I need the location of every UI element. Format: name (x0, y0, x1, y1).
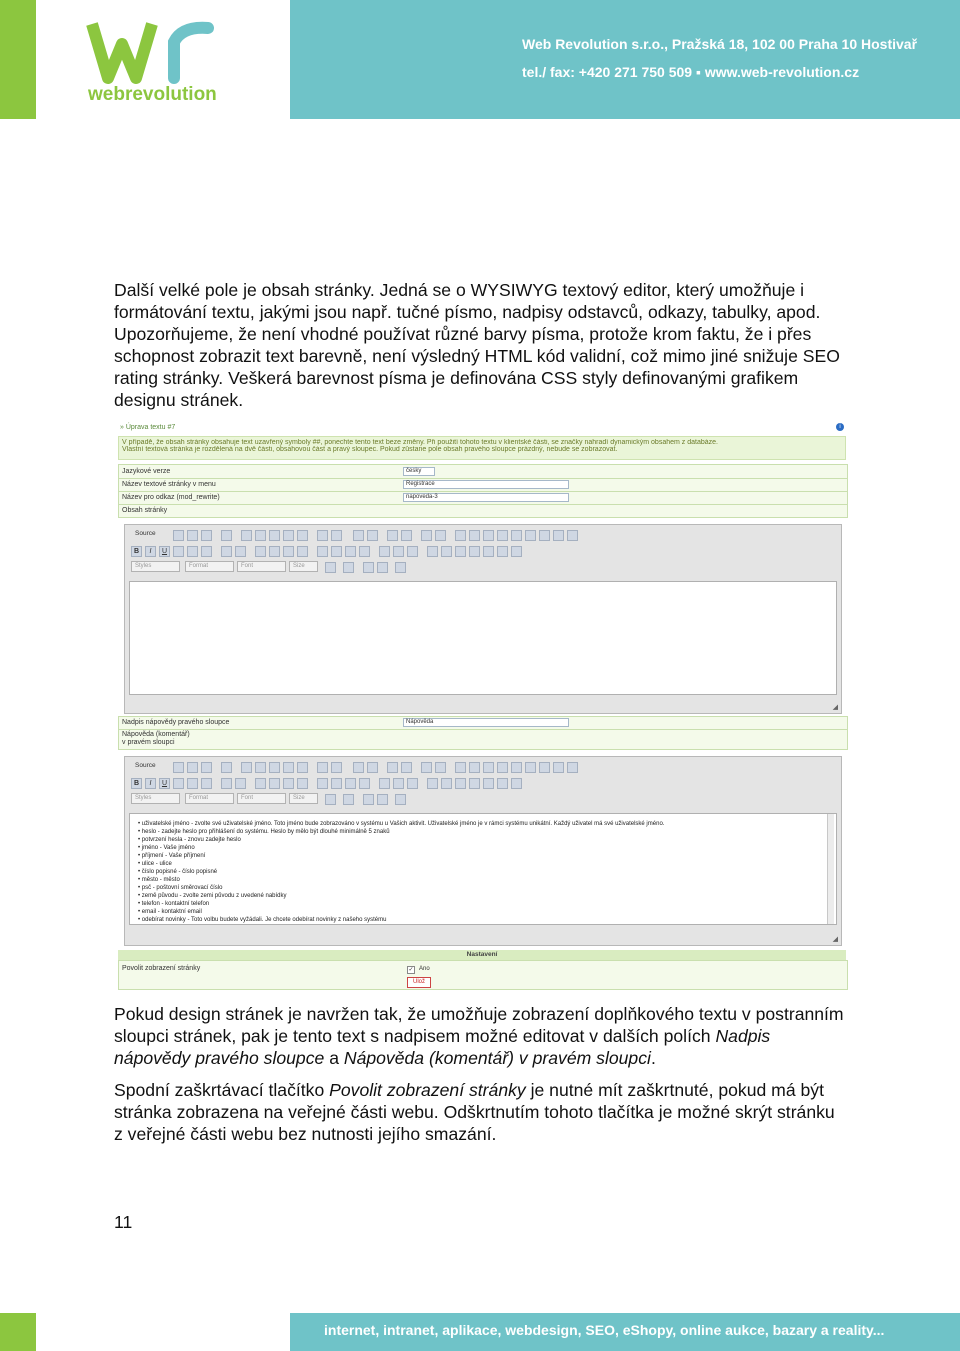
redo-icon[interactable] (367, 762, 378, 773)
size-combo[interactable]: Size (289, 793, 318, 804)
logo-text: webrevolution (88, 84, 217, 105)
font-combo[interactable]: Font (237, 561, 286, 572)
link-name-row (119, 491, 847, 505)
indent-icon[interactable] (269, 778, 280, 789)
remove-format-icon[interactable] (435, 762, 446, 773)
italic-run: Povolit zobrazení stránky (329, 1080, 526, 1100)
horizontal-rule-icon[interactable] (469, 546, 480, 557)
editor-toolbar-row-3 (129, 561, 829, 573)
help-line: • telefon - kontaktní telefon (138, 901, 210, 907)
italic-icon[interactable]: I (145, 778, 156, 789)
copy-icon[interactable] (255, 762, 266, 773)
indent-icon[interactable] (269, 546, 280, 557)
size-combo[interactable]: Size (289, 561, 318, 572)
paragraph-right-column (114, 1003, 844, 1069)
paste-icon[interactable] (269, 530, 280, 541)
new-page-icon[interactable] (187, 530, 198, 541)
spellcheck-icon[interactable] (331, 530, 342, 541)
copy-icon[interactable] (255, 530, 266, 541)
align-center-icon[interactable] (331, 778, 342, 789)
maximize-icon[interactable] (363, 562, 374, 573)
content-editor-area[interactable] (129, 581, 837, 695)
editor-toolbar-row-1 (129, 529, 729, 541)
help-editor-scrollbar[interactable] (827, 814, 834, 924)
align-center-icon[interactable] (331, 546, 342, 557)
align-right-icon[interactable] (345, 778, 356, 789)
numbered-list-icon[interactable] (221, 546, 232, 557)
select-all-icon[interactable] (421, 530, 432, 541)
preview-icon[interactable] (201, 762, 212, 773)
right-column-form (118, 716, 848, 750)
button-field-icon[interactable] (539, 530, 550, 541)
paste-text-icon[interactable] (283, 530, 294, 541)
hidden-field-icon[interactable] (567, 530, 578, 541)
link-icon[interactable] (379, 546, 390, 557)
cms-screenshot (112, 418, 848, 994)
undo-icon[interactable] (353, 530, 364, 541)
align-right-icon[interactable] (345, 546, 356, 557)
select-field-icon[interactable] (525, 530, 536, 541)
help-editor-area[interactable] (129, 813, 837, 925)
maximize-icon[interactable] (363, 794, 374, 805)
paste-word-icon[interactable] (297, 762, 308, 773)
help-heading-input[interactable]: Nápověda (403, 718, 569, 727)
format-combo[interactable]: Format (185, 561, 234, 572)
subscript-icon[interactable] (187, 778, 198, 789)
page-break-icon[interactable] (511, 778, 522, 789)
source-button[interactable]: Source (135, 762, 156, 769)
align-justify-icon[interactable] (359, 778, 370, 789)
help-icon[interactable] (395, 562, 406, 573)
unlink-icon[interactable] (393, 546, 404, 557)
help-line: • město - město (138, 877, 180, 883)
save-button[interactable]: Ulož (407, 977, 431, 988)
styles-combo[interactable]: Styles (131, 793, 180, 804)
smiley-icon[interactable] (483, 546, 494, 557)
notice-line: Vlastní textová stránka je rozdělená na dvě části, obsahovou část a pravý sloupec. Pokud zůstane pole obsah pravého sloupce prázdný, nebude se zobrazovat. (122, 446, 618, 453)
paste-text-icon[interactable] (283, 762, 294, 773)
textarea-icon[interactable] (511, 530, 522, 541)
help-heading-row (119, 717, 847, 730)
settings-form (118, 960, 848, 990)
italic-run: Nápověda (komentář) v pravém sloupci (343, 1048, 651, 1068)
preview-icon[interactable] (201, 530, 212, 541)
div-icon[interactable] (297, 778, 308, 789)
content-row (119, 504, 847, 517)
new-page-icon[interactable] (187, 762, 198, 773)
print-icon[interactable] (317, 762, 328, 773)
table-icon[interactable] (455, 546, 466, 557)
bullet-list-icon[interactable] (235, 546, 246, 557)
button-field-icon[interactable] (539, 762, 550, 773)
show-blocks-icon[interactable] (377, 562, 388, 573)
flash-icon[interactable] (441, 778, 452, 789)
text-color-icon[interactable] (325, 794, 336, 805)
visibility-checkbox[interactable]: ✓ (408, 967, 414, 973)
checkbox-icon[interactable] (469, 762, 480, 773)
text-run: a (324, 1048, 344, 1068)
align-justify-icon[interactable] (359, 546, 370, 557)
help-line: • heslo - zadejte heslo pro přihlášení do systému. Heslo by mělo být dlouhé minimálně 5 znaků (138, 829, 390, 835)
help-line: • země původu - zvolte zemi původu z uvedené nabídky (138, 893, 287, 899)
help-line: • potvrzení hesla - znovu zadejte heslo (138, 837, 241, 843)
text-run: Spodní zaškrtávací tlačítko (114, 1080, 330, 1100)
template-icon[interactable] (221, 762, 232, 773)
cut-icon[interactable] (241, 762, 252, 773)
remove-format-icon[interactable] (435, 530, 446, 541)
undo-icon[interactable] (353, 762, 364, 773)
italic-run: Nadpis nápovědy pravého sloupce (114, 1026, 771, 1068)
link-name-label: Název pro odkaz (mod_rewrite) (122, 494, 220, 501)
header-teal-band (290, 0, 960, 119)
editor-toolbar-row-2 (129, 545, 729, 557)
select-field-icon[interactable] (525, 762, 536, 773)
flash-icon[interactable] (441, 546, 452, 557)
text-run: je nutné mít zaškrtnuté, pokud má být stránka zobrazena na veřejné části webu. Odškrtnutím tohoto tlačítka je možné skrýt stránku z veřejné části webu bez nutnosti jejího smazání. (114, 1080, 835, 1144)
help-comment-label: Nápověda (komentář) (122, 731, 190, 738)
smiley-icon[interactable] (483, 778, 494, 789)
font-combo[interactable]: Font (237, 793, 286, 804)
text-run: Pokud design stránek je navržen tak, že umožňuje zobrazení doplňkového textu v postranním sloupci stránek, pak je tento text s nadpisem možné editovat v dalších polích (114, 1004, 844, 1046)
anchor-icon[interactable] (407, 546, 418, 557)
notice-box (118, 436, 846, 460)
paragraph-visibility (114, 1079, 844, 1145)
company-contact: tel./ fax: +420 271 750 509 ▪ www.web-revolution.cz (522, 64, 860, 80)
image-icon[interactable] (427, 546, 438, 557)
anchor-icon[interactable] (407, 778, 418, 789)
footer-green-strip (0, 1313, 36, 1351)
breadcrumb: » Úprava textu #7 (120, 424, 176, 431)
underline-icon[interactable]: U (159, 546, 170, 557)
resize-grip-icon[interactable]: ◢ (832, 704, 838, 711)
text-run: . (650, 1048, 656, 1068)
info-icon[interactable]: i (836, 423, 844, 431)
find-icon[interactable] (387, 530, 398, 541)
footer-tagline: internet, intranet, aplikace, webdesign, SEO, eShopy, online aukce, bazary a reality... (324, 1322, 885, 1338)
form-icon[interactable] (455, 762, 466, 773)
help-line: • příjmení - Vaše příjmení (138, 853, 206, 859)
notice-line: V případě, že obsah stránky obsahuje text uzavřený symboly ##, ponechte tento text beze změny. Při použití tohoto textu v klientské části, se značky nahradí dynamickým obsahem z databáze. (122, 439, 718, 446)
menu-name-input[interactable]: Registrace (403, 480, 569, 489)
div-icon[interactable] (297, 546, 308, 557)
show-blocks-icon[interactable] (377, 794, 388, 805)
help-editor (124, 756, 842, 946)
company-address: Web Revolution s.r.o., Pražská 18, 102 00 Praha 10 Hostivař (522, 36, 918, 52)
bullet-list-icon[interactable] (235, 778, 246, 789)
strike-icon[interactable] (173, 546, 184, 557)
paste-icon[interactable] (269, 762, 280, 773)
textfield-icon[interactable] (497, 762, 508, 773)
help-comment-label-2: v pravém sloupci (122, 739, 175, 746)
link-name-input[interactable]: napoveda-3 (403, 493, 569, 502)
source-button[interactable]: Source (135, 530, 156, 537)
table-icon[interactable] (455, 778, 466, 789)
editor2-toolbar-row-3 (129, 793, 829, 805)
settings-heading: Nastavení (118, 950, 846, 960)
paste-word-icon[interactable] (297, 530, 308, 541)
menu-name-label: Název textové stránky v menu (122, 481, 216, 488)
superscript-icon[interactable] (201, 546, 212, 557)
visibility-label: Povolit zobrazení stránky (122, 965, 201, 972)
language-select[interactable]: česky (403, 467, 435, 476)
bold-icon[interactable]: B (131, 546, 142, 557)
header-green-strip (0, 0, 36, 119)
special-char-icon[interactable] (497, 546, 508, 557)
language-label: Jazykové verze (122, 468, 171, 475)
link-icon[interactable] (379, 778, 390, 789)
language-row (119, 465, 847, 479)
editor2-toolbar-row-1 (129, 761, 729, 773)
hidden-field-icon[interactable] (567, 762, 578, 773)
special-char-icon[interactable] (497, 778, 508, 789)
select-all-icon[interactable] (421, 762, 432, 773)
image-icon[interactable] (427, 778, 438, 789)
textarea-icon[interactable] (511, 762, 522, 773)
numbered-list-icon[interactable] (221, 778, 232, 789)
superscript-icon[interactable] (201, 778, 212, 789)
radio-icon[interactable] (483, 762, 494, 773)
italic-icon[interactable]: I (145, 546, 156, 557)
blockquote-icon[interactable] (283, 546, 294, 557)
visibility-value: Ano (419, 966, 430, 972)
page-form (118, 464, 848, 518)
help-comment-row (119, 730, 847, 749)
blockquote-icon[interactable] (283, 778, 294, 789)
textfield-icon[interactable] (497, 530, 508, 541)
bg-color-icon[interactable] (343, 562, 354, 573)
help-line: • odebírat novinky - Toto volbu budete vyžádali. Je chcete odebírat novinky z našeho systému (138, 917, 387, 923)
outdent-icon[interactable] (255, 546, 266, 557)
intro-paragraph: Další velké pole je obsah stránky. Jedná se o WYSIWYG textový editor, který umožňuje i formátování textu, jakými jsou např. tučné písmo, nadpisy odstavců, odkazy, tabulky, apod. Upozorňujeme, že není vhodné používat různé barvy písma, protože krom faktu, že i přes schopnost zobrazit text barevně, není výsledný HTML kód validní, což mimo jiné snižuje SEO rating stránky. Veškerá barevnost písma je definována CSS styly definovanými grafikem designu stránek. (114, 280, 840, 410)
template-icon[interactable] (221, 530, 232, 541)
subscript-icon[interactable] (187, 546, 198, 557)
outdent-icon[interactable] (255, 778, 266, 789)
cut-icon[interactable] (241, 530, 252, 541)
wr-logo-icon (86, 16, 246, 106)
page-number: 11 (114, 1212, 133, 1232)
help-line: • psč - poštovní směrovací číslo (138, 885, 223, 891)
align-left-icon[interactable] (317, 778, 328, 789)
find-icon[interactable] (387, 762, 398, 773)
bold-icon[interactable]: B (131, 778, 142, 789)
editor2-toolbar-row-2 (129, 777, 729, 789)
image-button-icon[interactable] (553, 762, 564, 773)
save-icon[interactable] (173, 530, 184, 541)
help-line: • číslo popisné - číslo popisné (138, 869, 218, 875)
form-icon[interactable] (455, 530, 466, 541)
format-combo[interactable]: Format (185, 793, 234, 804)
text-color-icon[interactable] (325, 562, 336, 573)
resize-grip-icon[interactable]: ◢ (832, 936, 838, 943)
help-editor-content (138, 820, 798, 924)
help-heading-label: Nadpis nápovědy pravého sloupce (122, 719, 230, 726)
webrevolution-logo (86, 16, 246, 106)
help-icon[interactable] (395, 794, 406, 805)
content-editor (124, 524, 842, 714)
styles-combo[interactable]: Styles (131, 561, 180, 572)
save-icon[interactable] (173, 762, 184, 773)
replace-icon[interactable] (401, 762, 412, 773)
menu-name-row (119, 478, 847, 492)
radio-icon[interactable] (483, 530, 494, 541)
redo-icon[interactable] (367, 530, 378, 541)
spellcheck-icon[interactable] (331, 762, 342, 773)
checkbox-icon[interactable] (469, 530, 480, 541)
align-left-icon[interactable] (317, 546, 328, 557)
strike-icon[interactable] (173, 778, 184, 789)
page-break-icon[interactable] (511, 546, 522, 557)
help-line: • ulice - ulice (138, 861, 172, 867)
underline-icon[interactable]: U (159, 778, 170, 789)
horizontal-rule-icon[interactable] (469, 778, 480, 789)
help-line: • email - kontaktní email (138, 909, 202, 915)
unlink-icon[interactable] (393, 778, 404, 789)
print-icon[interactable] (317, 530, 328, 541)
image-button-icon[interactable] (553, 530, 564, 541)
bg-color-icon[interactable] (343, 794, 354, 805)
help-line: • jméno - Vaše jméno (138, 845, 195, 851)
help-line: • uživatelské jméno - zvolte své uživatelské jméno. Toto jméno bude zobrazováno v systému u Vašich aktivit. Uživatelské jméno je v rámci systému unikátní. Každý uživatel má své uživatelské jméno. (138, 821, 665, 827)
content-label: Obsah stránky (122, 507, 168, 514)
replace-icon[interactable] (401, 530, 412, 541)
